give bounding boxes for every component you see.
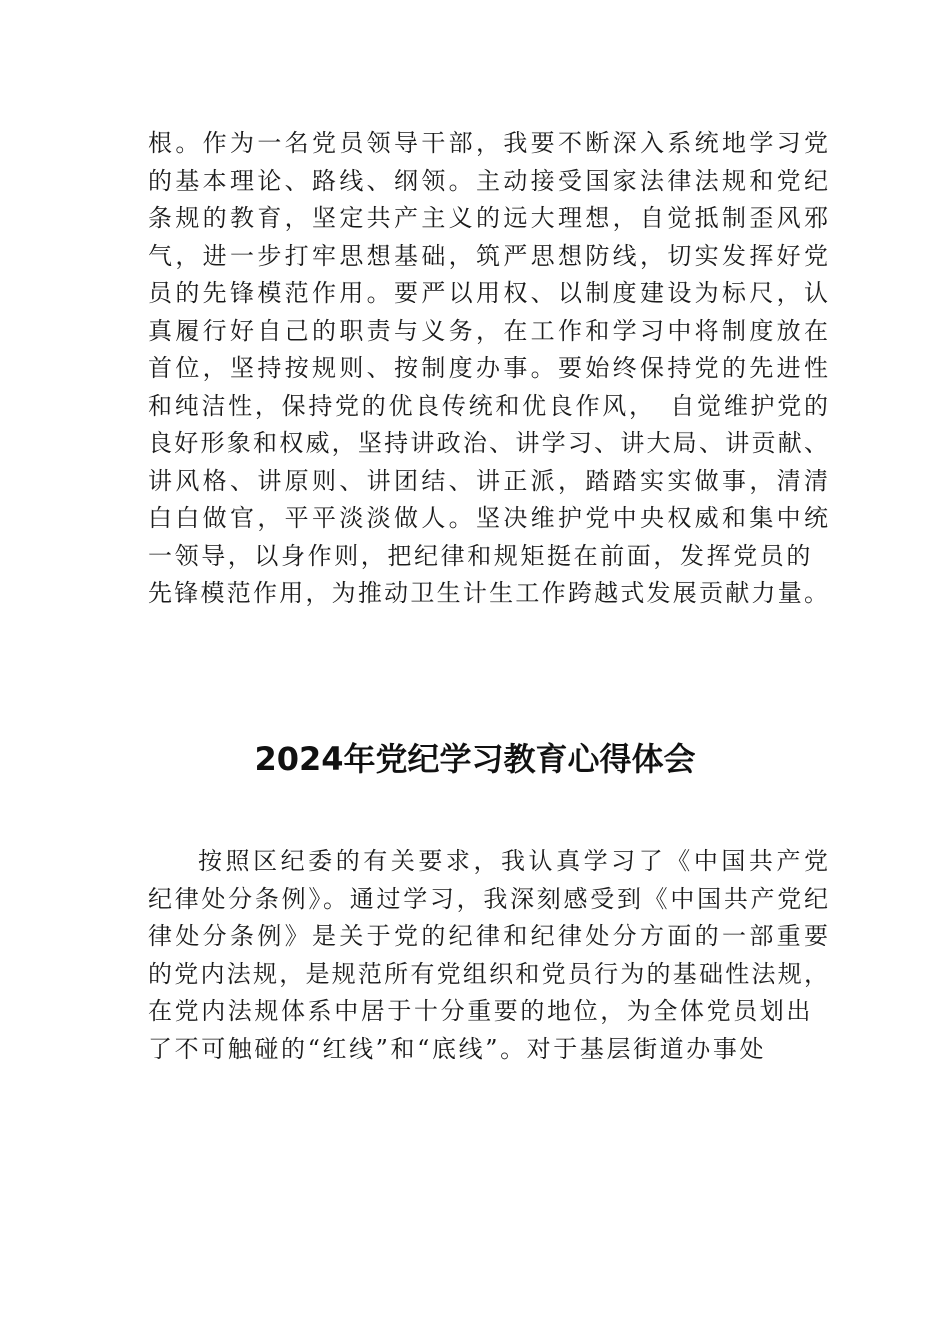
paragraph-2 (148, 843, 828, 1068)
text-line: 先锋模范作用，为推动卫生计生工作跨越式发展贡献力量。 (148, 579, 828, 607)
text-line: 白白做官，平平淡淡做人。坚决维护党中央权威和集中统 (148, 504, 828, 532)
text-line: 律处分条例》是关于党的纪律和纪律处分方面的一部重要 (148, 922, 828, 950)
text-line: 的党内法规，是规范所有党组织和党员行为的基础性法规， (148, 959, 828, 988)
text-line: 良好形象和权威，坚持讲政治、讲学习、讲大局、讲贡献、 (148, 429, 828, 457)
text-line: 一领导，以身作则，把纪律和规矩挺在前面，发挥党员的 (148, 541, 813, 570)
text-line: 在党内法规体系中居于十分重要的地位，为全体党员划出 (148, 997, 813, 1025)
text-line: 的基本理论、路线、纲领。主动接受国家法律法规和党纪 (148, 166, 828, 195)
text-line: 纪律处分条例》。通过学习，我深刻感受到《中国共产党纪 (148, 884, 828, 913)
text-line: 员的先锋模范作用。要严以用权、以制度建设为标尺，认 (148, 279, 828, 307)
text-line: 真履行好自己的职责与义务，在工作和学习中将制度放在 (148, 316, 828, 345)
text-line: 条规的教育，坚定共产主义的远大理想，自觉抵制歪风邪 (148, 204, 828, 232)
text-line: 气，进一步打牢思想基础，筑严思想防线，切实发挥好党 (148, 241, 828, 270)
document-title: 2024年党纪学习教育心得体会 (254, 740, 696, 778)
text-line: 根。作为一名党员领导干部，我要不断深入系统地学习党 (148, 129, 828, 157)
text-line: 首位，坚持按规则、按制度办事。要始终保持党的先进性 (148, 354, 828, 382)
text-line: 按照区纪委的有关要求，我认真学习了《中国共产党 (198, 847, 828, 875)
text-line: 讲风格、讲原则、讲团结、讲正派，踏踏实实做事，清清 (148, 466, 828, 495)
text-line: 了不可触碰的“红线”和“底线”。对于基层街道办事处 (148, 1034, 767, 1063)
text-line: 和纯洁性，保持党的优良传统和优良作风， 自觉维护党的 (148, 391, 828, 420)
paragraph-1 (148, 125, 828, 613)
